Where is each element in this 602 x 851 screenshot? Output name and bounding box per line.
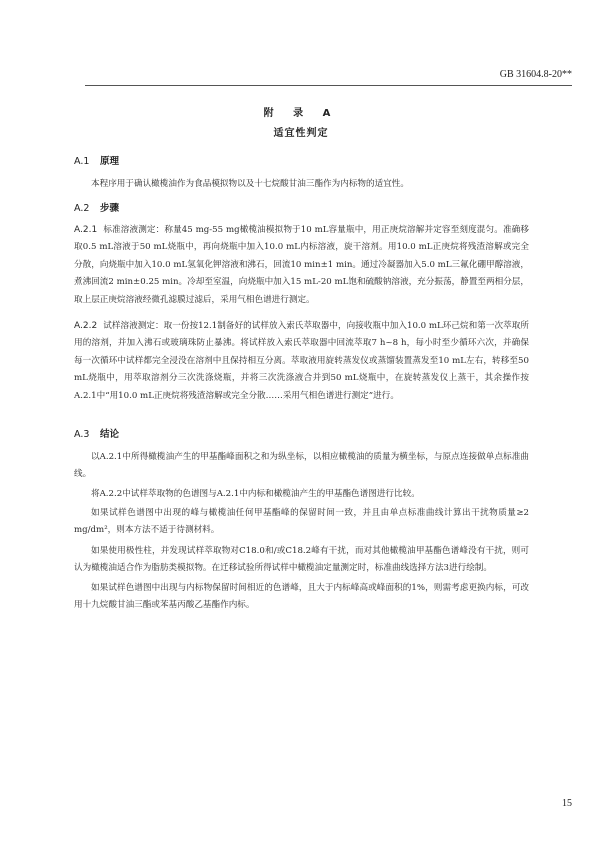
- paragraph-a21-standard-solution: [74, 222, 529, 309]
- appendix-title: 附 录 A: [263, 108, 339, 119]
- subsection-number: A.2.2: [74, 321, 98, 331]
- section-heading-a1: [74, 155, 119, 169]
- section-heading-a3: [74, 428, 119, 442]
- section-number: A.3: [74, 429, 90, 440]
- section-title: 结论: [100, 429, 120, 440]
- section-heading-a2: [74, 202, 119, 216]
- subsection-number: A.2.1: [74, 225, 98, 235]
- section-number: A.2: [74, 203, 90, 214]
- paragraph-a3-internal-standard: 如果试样色谱图中出现与内标物保留时间相近的色谱峰，且大于内标峰高或峰面积的1%，则需考虑更换内标，可改用十九烷酸甘油三酯或苯基丙酸乙基酯作内标。: [74, 583, 529, 611]
- paragraph-a3-calibration: 以A.2.1中所得橄榄油产生的甲基酯峰面积之和为纵坐标，以相应橄榄油的质量为横坐标，与原点连接做单点标准曲线。: [74, 452, 529, 480]
- section-title: 原理: [100, 156, 120, 167]
- paragraph-a3-compare: 将A.2.2中试样萃取物的色谱图与A.2.1中内标和橄榄油产生的甲基酯色谱图进行比较。: [91, 489, 420, 499]
- section-number: A.1: [74, 156, 90, 167]
- page-number: 15: [562, 798, 572, 809]
- document-standard-code: GB 31604.8-20**: [499, 69, 572, 80]
- paragraph-a3-interference: 如果试样色谱图中出现的峰与橄榄油任何甲基酯峰的保留时间一致，并且由单点标准曲线计算出干扰物质量≥2 mg/dm²，则本方法不适于待测材料。: [74, 508, 529, 536]
- appendix-subtitle: 适宜性判定: [273, 128, 329, 139]
- paragraph-a22-sample-solution: [74, 318, 529, 405]
- paragraph-text: 试样溶液测定：取一份按12.1制备好的试样放入索氏萃取器中，向接收瓶中加入10.0 mL环己烷和第一次萃取所用的溶剂，并加入沸石或玻璃珠防止暴沸。将试样放入索氏萃取器中回流萃取7 h~8 h，每小时至少循环六次，并确保每一次循环中试样都完全浸没在溶剂中且保持相互分离。萃取液用旋转蒸发仪或蒸馏装置蒸发至10 mL左右，转移至50 mL烧瓶中，用萃取溶剂分三次洗涤烧瓶，并将三次洗涤液合并到50 mL烧瓶中，在旋转蒸发仪上蒸干，其余操作按A.2.1中“用10.0 mL正庚烷将残渣溶解或完全分散……采用气相色谱进行测定”进行。: [74, 321, 529, 401]
- paragraph-text: 标准溶液测定：称量45 mg-55 mg橄榄油模拟物于10 mL容量瓶中，用正庚烷溶解并定容至刻度混匀。准确移取0.5 mL溶液于50 mL烧瓶中，再向烧瓶中加入10.0 mL内标溶液，旋干溶剂。用10.0 mL正庚烷将残渣溶解或完全分散，向烧瓶中加入10.0 mL氢氧化钾溶液和沸石，回流10 min±1 min。通过冷凝器加入5.0 mL三氟化硼甲醇溶液，煮沸回流2 min±0.25 min。冷却至室温，向烧瓶中加入15 mL-20 mL饱和硫酸钠溶液，充分振荡，静置至两相分层，取上层正庚烷溶液经微孔滤膜过滤后，采用气相色谱进行测定。: [74, 225, 529, 305]
- paragraph-a1-principle: 本程序用于确认橄榄油作为食品模拟物以及十七烷酸甘油三酯作为内标物的适宜性。: [91, 179, 409, 189]
- section-title: 步骤: [100, 203, 120, 214]
- header-rule: [85, 85, 572, 86]
- paragraph-a3-polar-column: 如果使用极性柱，并发现试样萃取物对C18.0和/或C18.2峰有干扰，而对其他橄榄油甲基酯色谱峰没有干扰，则可认为橄榄油适合作为脂肪类模拟物。在迁移试验所得试样中橄榄油定量测定时，标准曲线选择方法3进行绘制。: [74, 546, 529, 574]
